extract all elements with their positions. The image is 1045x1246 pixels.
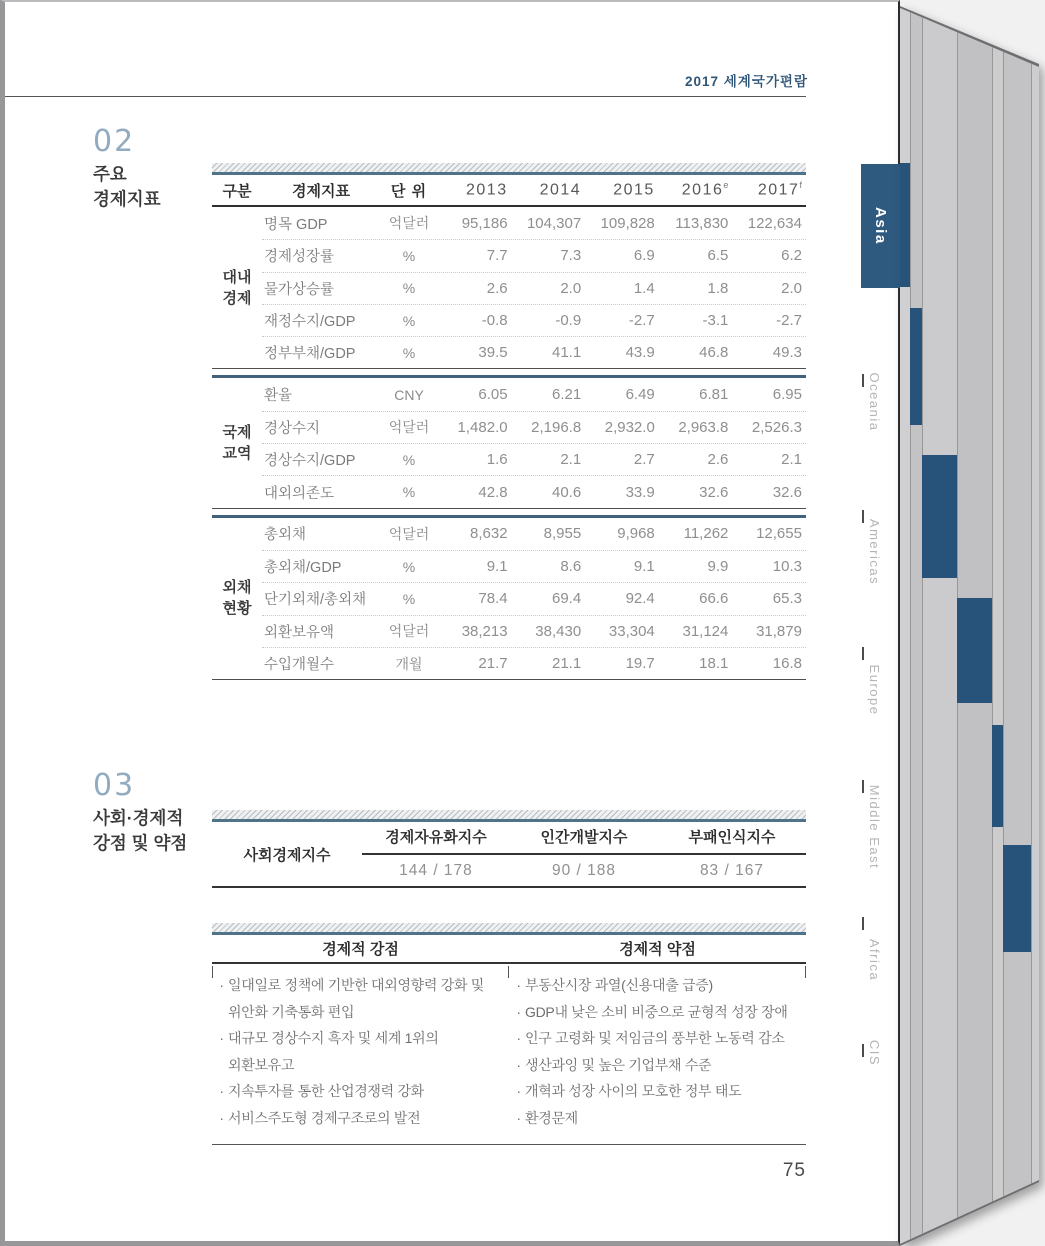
- section-title-02: [93, 162, 161, 212]
- region-edge-mark-europe: [957, 598, 992, 703]
- socioeconomic-index-table: [212, 810, 806, 888]
- bullet-item: [512, 1078, 798, 1105]
- strengths-weaknesses-body: [212, 935, 806, 1145]
- value-cell: 69.4: [551, 590, 582, 608]
- indicator-cell: 단기외채/총외채: [264, 592, 367, 609]
- region-tab-oceania: Oceania: [867, 372, 882, 432]
- value-cell: 43.9: [625, 344, 655, 362]
- index-column-value: 90 / 188: [551, 862, 616, 879]
- value-cell: 78.4: [478, 590, 508, 608]
- value-cell: 1.8: [707, 279, 729, 297]
- value-cell: 32.6: [699, 483, 729, 501]
- section-number-02: 02: [93, 124, 136, 159]
- index-column-header: 경제자유화지수: [385, 829, 487, 846]
- value-cell: 6.21: [551, 386, 582, 404]
- year-column-header: [585, 180, 659, 199]
- value-cell: 39.5: [478, 344, 508, 362]
- unit-cell: %: [402, 312, 416, 329]
- value-cell: 1.6: [486, 451, 508, 469]
- table-row: [262, 647, 806, 679]
- index-table-body: [212, 822, 806, 888]
- table-row: [262, 411, 806, 443]
- strengths-list: [212, 964, 509, 1144]
- section-title-line: 강점 및 약점: [93, 833, 188, 853]
- value-cell: -0.9: [555, 312, 582, 330]
- value-cell: 6.05: [478, 386, 508, 404]
- year-label: 2015: [613, 181, 655, 199]
- bullet-item: [512, 972, 798, 999]
- value-cell: 42.8: [478, 483, 508, 501]
- indicator-cell: 환율: [264, 388, 293, 405]
- table-row: [262, 239, 806, 271]
- bullet-dot: ·: [219, 1030, 224, 1046]
- unit-cell: %: [402, 484, 416, 501]
- value-cell: 6.81: [699, 386, 729, 404]
- page-sheet-divider: [1031, 0, 1032, 1246]
- weakness-text: GDP내 낮은 소비 비중으로 균형적 성장 장애: [525, 1003, 788, 1020]
- weakness-text: 부동산시장 과열(신용대출 급증): [525, 977, 713, 993]
- group-rows: [262, 518, 806, 679]
- value-cell: 9.9: [707, 558, 729, 576]
- value-cell: 31,879: [756, 622, 802, 640]
- value-cell: 31,124: [682, 622, 729, 640]
- unit-cell: 억달러: [388, 623, 430, 640]
- table-row: [262, 443, 806, 475]
- value-cell: 9.1: [633, 558, 655, 576]
- indicator-group: [212, 375, 806, 508]
- region-tab-dash: [862, 1044, 864, 1057]
- bullet-item: [215, 1078, 501, 1105]
- value-cell: 95,186: [461, 214, 508, 232]
- group-rows: [262, 378, 806, 507]
- group-label-line: 국제: [222, 424, 252, 442]
- value-cell: 38,430: [535, 622, 582, 640]
- year-label: 2016: [681, 181, 724, 199]
- indicator-group: [212, 207, 806, 369]
- value-cell: 18.1: [699, 655, 729, 672]
- table-row: [262, 336, 806, 368]
- section-title-line: 사회·경제적: [93, 808, 184, 828]
- table-row: [262, 550, 806, 582]
- value-cell: 9,968: [617, 525, 655, 543]
- table-row: [262, 582, 806, 614]
- unit-cell: 억달러: [388, 419, 430, 436]
- bullet-dot: ·: [516, 1056, 521, 1073]
- year-column-header: [732, 180, 806, 199]
- value-cell: -3.1: [702, 312, 729, 330]
- region-tab-dash: [862, 780, 864, 793]
- bullet-item: [215, 1025, 501, 1078]
- value-cell: -2.7: [628, 312, 655, 330]
- bullet-dot: ·: [516, 1109, 521, 1126]
- year-superscript: f: [799, 180, 802, 191]
- value-cell: -2.7: [776, 312, 802, 330]
- group-label: [212, 518, 262, 679]
- value-cell: -0.8: [481, 312, 508, 330]
- group-label: [212, 207, 262, 368]
- value-cell: 66.6: [699, 590, 729, 608]
- region-tab-dash: [862, 647, 864, 660]
- value-cell: 6.2: [781, 247, 802, 265]
- value-cell: 9.1: [486, 558, 508, 576]
- bullet-item: [215, 1105, 501, 1132]
- table-row: [262, 272, 806, 304]
- column-header-unit: 단 위: [390, 182, 428, 200]
- page-number: 75: [782, 1160, 806, 1181]
- strengt-text: 지속투자를 통한 산업경쟁력 강화: [228, 1083, 424, 1099]
- sw-header-row: [212, 935, 806, 964]
- strengths-header: 경제적 강점: [322, 941, 399, 958]
- value-cell: 12,655: [756, 525, 802, 543]
- section-number-03: 03: [93, 768, 136, 803]
- bullet-item: [512, 1025, 798, 1052]
- index-column-value: 83 / 167: [699, 862, 764, 879]
- year-column-header: [438, 180, 512, 199]
- table-hatch-band: [212, 810, 806, 822]
- year-column-header: [512, 180, 586, 199]
- value-cell: 2,963.8: [678, 418, 729, 436]
- table-hatch-band: [212, 923, 806, 935]
- region-tab-dash: [862, 917, 864, 930]
- unit-cell: %: [402, 451, 416, 468]
- value-cell: 33.9: [625, 483, 655, 501]
- region-tab-americas: Americas: [867, 518, 882, 586]
- region-tab-label: Asia: [872, 207, 889, 245]
- fore-edge-sheets: [900, 0, 1039, 1246]
- bullet-dot: ·: [516, 1083, 521, 1099]
- book-fore-edge: [900, 0, 1045, 1246]
- column-header-group: 구분: [222, 182, 252, 200]
- document-header-title: 2017 세계국가편람: [684, 74, 808, 89]
- strengths-weaknesses-table: [212, 923, 806, 1145]
- value-cell: 7.7: [486, 247, 508, 265]
- indicator-cell: 외환보유액: [264, 624, 335, 641]
- value-cell: 8.6: [560, 558, 582, 576]
- weakness-text: 환경문제: [525, 1109, 578, 1126]
- column-tick: [508, 966, 509, 978]
- unit-cell: %: [402, 558, 416, 575]
- value-cell: 2,932.0: [604, 418, 655, 436]
- value-cell: 16.8: [772, 655, 802, 672]
- year-label: 2013: [466, 181, 508, 199]
- value-cell: 8,632: [470, 525, 508, 543]
- value-cell: 7.3: [560, 247, 582, 265]
- unit-cell: 개월: [395, 655, 423, 672]
- page-sheet-divider: [992, 0, 993, 1246]
- bullet-dot: ·: [516, 1030, 521, 1046]
- value-cell: 113,830: [675, 214, 729, 232]
- indicator-cell: 명목 GDP: [264, 216, 328, 233]
- year-column-header: [659, 180, 733, 199]
- value-cell: 109,828: [600, 214, 655, 232]
- table-row: [262, 615, 806, 647]
- index-column-value: 144 / 178: [399, 862, 473, 879]
- value-cell: 2.0: [781, 279, 802, 297]
- index-columns: [362, 822, 806, 886]
- region-tab-asia-active: [861, 164, 900, 288]
- page-sheet-divider: [922, 0, 923, 1246]
- group-label: [212, 378, 262, 507]
- value-cell: 6.49: [625, 386, 655, 404]
- value-cell: 1,482.0: [457, 418, 508, 436]
- weaknesses-list: [509, 964, 806, 1144]
- section-title-line: 주요: [93, 164, 127, 184]
- group-label-line: 외채: [222, 579, 252, 597]
- indicator-cell: 경상수지: [264, 420, 321, 437]
- value-cell: 46.8: [699, 344, 729, 362]
- section-title-03: [93, 806, 187, 856]
- indicator-cell: 경제성장률: [264, 249, 335, 266]
- indicator-cell: 경상수지/GDP: [264, 453, 356, 470]
- table-row: [262, 207, 806, 239]
- section-title-line: 경제지표: [93, 189, 161, 209]
- indicator-cell: 물가상승률: [264, 281, 335, 298]
- strengt-text: 대규모 경상수지 흑자 및 세계 1위의 외환보유고: [228, 1030, 439, 1073]
- region-edge-mark-oceania: [910, 308, 922, 425]
- region-edge-mark-africa: [1003, 845, 1031, 952]
- index-row-label: 사회경제지수: [243, 846, 331, 864]
- value-cell: 65.3: [772, 590, 802, 608]
- indicator-cell: 재정수지/GDP: [264, 314, 356, 331]
- unit-cell: CNY: [394, 386, 424, 403]
- region-edge-mark-americas: [922, 455, 957, 578]
- group-rows: [262, 207, 806, 368]
- year-label: 2017: [757, 181, 800, 199]
- indicator-cell: 총외채: [264, 527, 307, 544]
- year-label: 2014: [539, 181, 582, 199]
- bullet-dot: ·: [516, 1003, 521, 1020]
- bullet-item: [215, 972, 501, 1025]
- index-value-row: [362, 855, 806, 886]
- economic-indicator-table: [212, 163, 806, 680]
- group-label-line: 대내: [222, 268, 252, 286]
- value-cell: 21.7: [478, 655, 508, 672]
- page-sheet-divider: [1003, 0, 1004, 1246]
- column-header-indicator: 경제지표: [292, 182, 350, 200]
- weakness-text: 개혁과 성장 사이의 모호한 정부 태도: [525, 1083, 742, 1099]
- value-cell: 21.1: [551, 655, 582, 672]
- unit-cell: 억달러: [388, 215, 430, 232]
- unit-cell: %: [402, 247, 416, 264]
- region-tab-middle-east: Middle East: [867, 784, 882, 870]
- value-cell: 41.1: [551, 344, 582, 362]
- value-cell: 2.0: [560, 279, 582, 297]
- table-row: [262, 475, 806, 507]
- column-tick: [212, 966, 213, 978]
- unit-cell: %: [402, 344, 416, 361]
- unit-cell: 억달러: [388, 525, 430, 542]
- year-superscript: e: [723, 180, 729, 191]
- value-cell: 33,304: [608, 622, 655, 640]
- region-tab-africa: Africa: [867, 938, 882, 982]
- region-tab-europe: Europe: [867, 664, 882, 716]
- value-cell: 8,955: [543, 525, 582, 543]
- value-cell: 2.7: [633, 451, 655, 469]
- value-cell: 40.6: [551, 483, 582, 501]
- indicator-cell: 수입개월수: [264, 657, 335, 673]
- strengt-text: 서비스주도형 경제구조로의 발전: [228, 1109, 421, 1126]
- index-column-header: 부패인식지수: [688, 829, 776, 846]
- indicator-cell: 정부부채/GDP: [264, 346, 356, 363]
- region-edge-mark-asia: [900, 163, 910, 287]
- bullet-item: [512, 999, 798, 1026]
- unit-cell: %: [402, 590, 416, 607]
- indicator-group: [212, 515, 806, 680]
- bullet-item: [512, 1105, 798, 1132]
- value-cell: 6.5: [707, 247, 729, 265]
- indicator-cell: 총외채/GDP: [264, 560, 342, 577]
- table-row: [262, 518, 806, 550]
- header-rule: [5, 96, 806, 97]
- indicator-cell: 대외의존도: [264, 485, 335, 502]
- bullet-dot: ·: [219, 977, 224, 993]
- table-row: [262, 304, 806, 336]
- group-label-line: 교역: [222, 445, 252, 463]
- value-cell: 10.3: [772, 558, 802, 576]
- index-column-header: 인간개발지수: [540, 829, 628, 846]
- bullet-dot: ·: [219, 1083, 224, 1099]
- value-cell: 49.3: [772, 344, 802, 362]
- group-label-line: 경제: [222, 289, 252, 307]
- value-cell: 1.4: [633, 279, 655, 297]
- region-tab-dash: [862, 510, 864, 523]
- bullet-item: [512, 1052, 798, 1079]
- value-cell: 11,262: [683, 525, 729, 543]
- bullet-dot: ·: [219, 1109, 224, 1126]
- weakness-text: 생산과잉 및 높은 기업부채 수준: [525, 1056, 712, 1073]
- strengt-text: 일대일로 정책에 기반한 대외영향력 강화 및 위안화 기축통화 편입: [228, 977, 484, 1020]
- region-tab-dash: [862, 374, 864, 387]
- table-header-row: [212, 175, 806, 207]
- value-cell: 2,526.3: [751, 418, 802, 436]
- region-tab-cis: CIS: [867, 1039, 882, 1067]
- weaknesses-header: 경제적 약점: [619, 941, 696, 958]
- value-cell: 2,196.8: [531, 418, 582, 436]
- value-cell: 2.6: [486, 279, 508, 297]
- weakness-text: 인구 고령화 및 저임금의 풍부한 노동력 감소: [525, 1030, 785, 1046]
- bullet-dot: ·: [516, 977, 521, 993]
- value-cell: 2.1: [781, 451, 802, 469]
- value-cell: 2.6: [707, 451, 729, 469]
- value-cell: 122,634: [747, 214, 802, 232]
- value-cell: 2.1: [560, 451, 582, 469]
- region-edge-mark-middle-east: [992, 725, 1003, 827]
- value-cell: 6.9: [633, 247, 655, 265]
- table-hatch-band: [212, 163, 806, 175]
- value-cell: 104,307: [526, 214, 582, 232]
- value-cell: 19.7: [625, 655, 655, 672]
- value-cell: 6.95: [772, 386, 802, 404]
- table-body: [212, 207, 806, 680]
- index-header-row: [362, 822, 806, 855]
- column-tick: [805, 966, 806, 978]
- unit-cell: %: [402, 280, 416, 297]
- value-cell: 38,213: [461, 622, 508, 640]
- group-label-line: 현황: [222, 600, 252, 618]
- sw-lists: [212, 964, 806, 1145]
- table-row: [262, 378, 806, 410]
- page-sheet-divider: [910, 0, 911, 1246]
- value-cell: 92.4: [625, 590, 655, 608]
- value-cell: 32.6: [772, 483, 802, 501]
